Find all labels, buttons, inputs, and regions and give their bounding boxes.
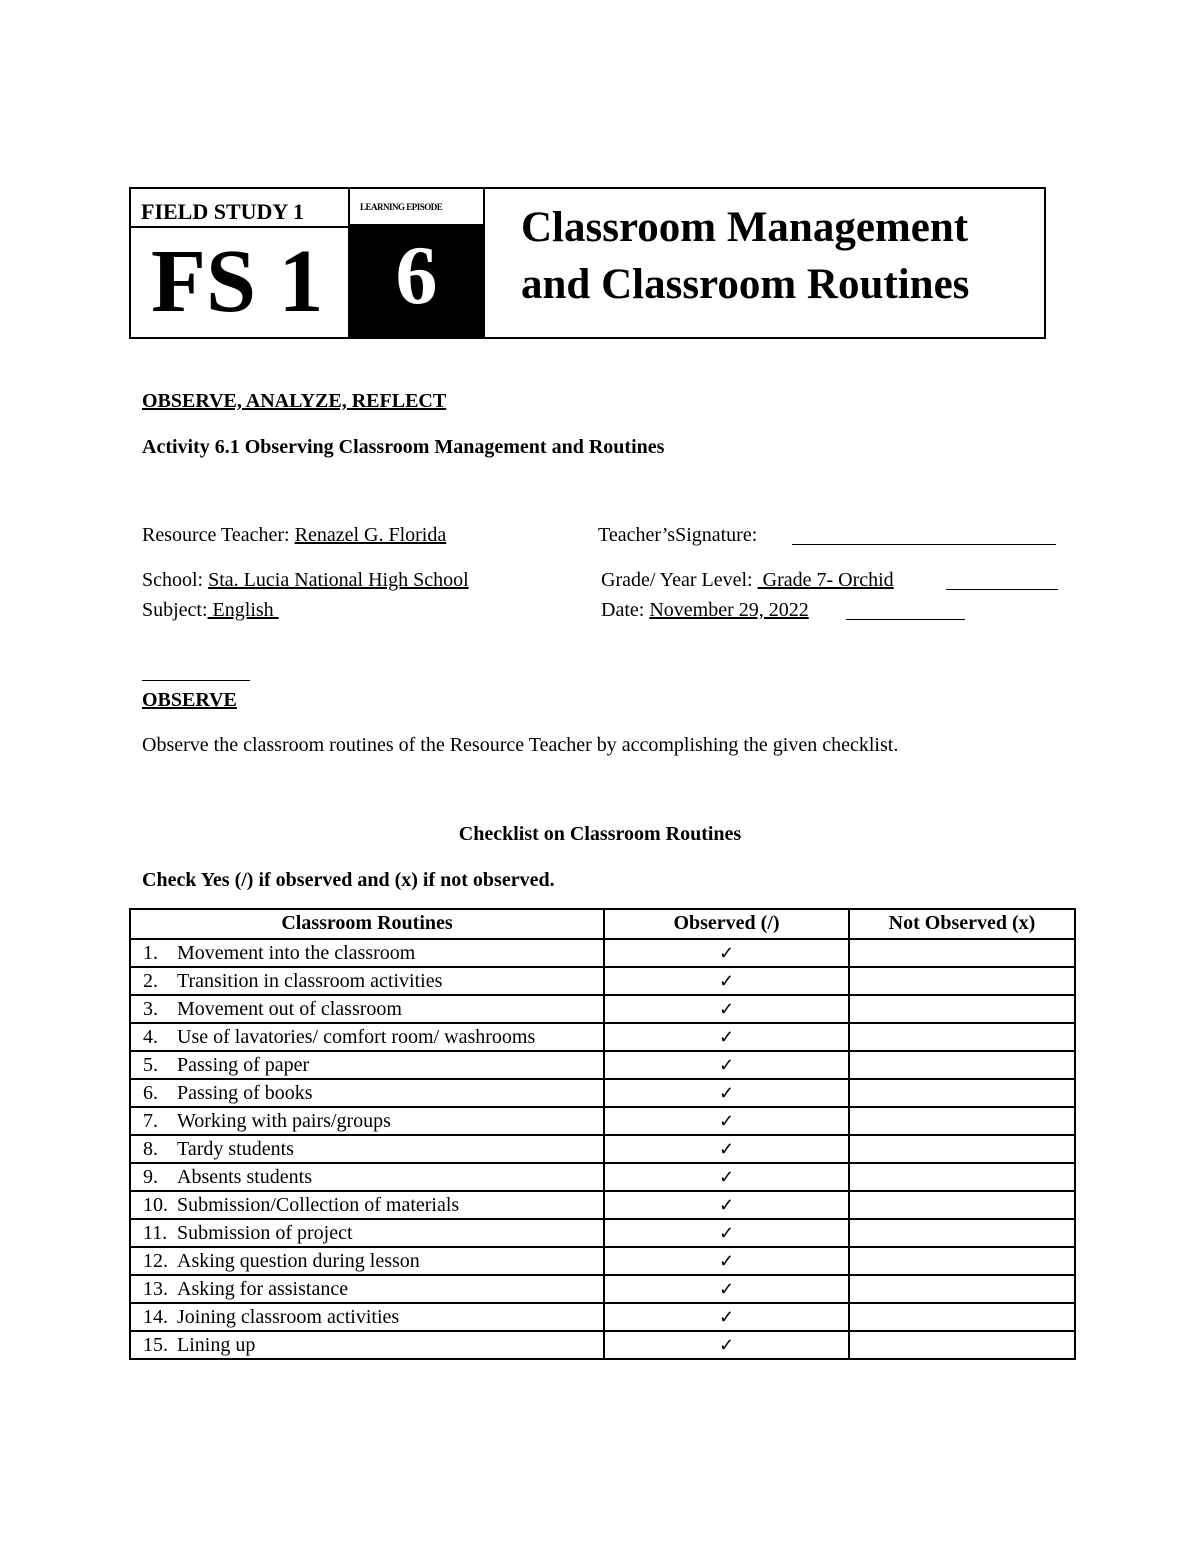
episode-number-box (350, 226, 483, 337)
table-row (130, 1051, 1075, 1079)
course-label: FIELD STUDY 1 (141, 199, 304, 224)
checkmark-icon: ✓ (718, 1335, 735, 1355)
checkmark-icon: ✓ (718, 1139, 735, 1159)
observed-cell (604, 1331, 849, 1359)
episode-label: LEARNING EPISODE (360, 202, 443, 212)
routine-label: Working with pairs/groups (177, 1110, 391, 1132)
checkmark-icon: ✓ (718, 1195, 735, 1215)
observed-cell (604, 1051, 849, 1079)
checkmark-icon: ✓ (718, 1027, 735, 1047)
not-observed-cell (849, 967, 1075, 995)
grade-label: Grade/ Year Level: (601, 569, 758, 591)
table-row (130, 1303, 1075, 1331)
table-row (130, 1247, 1075, 1275)
routine-label: Asking for assistance (177, 1278, 349, 1300)
checkmark-icon: ✓ (718, 1083, 735, 1103)
routine-cell (130, 939, 604, 967)
routine-label: Movement into the classroom (177, 942, 416, 964)
signature-blank (792, 544, 1056, 545)
not-observed-cell (849, 1191, 1075, 1219)
observed-cell (604, 1163, 849, 1191)
date-label: Date: (601, 599, 650, 621)
routine-cell (130, 1079, 604, 1107)
routine-number: 1. (143, 942, 158, 964)
table-row (130, 939, 1075, 967)
routine-cell (130, 1135, 604, 1163)
observed-cell (604, 1191, 849, 1219)
routine-label: Submission of project (177, 1222, 353, 1244)
routine-cell (130, 967, 604, 995)
routine-cell (130, 1331, 604, 1359)
routine-label: Transition in classroom activities (177, 970, 443, 992)
table-row (130, 1331, 1075, 1359)
title-line-2: and Classroom Routines (521, 261, 970, 308)
routine-number: 13. (143, 1278, 168, 1300)
resource-teacher-value: Renazel G. Florida (294, 524, 447, 546)
table-row (130, 1079, 1075, 1107)
not-observed-cell (849, 1051, 1075, 1079)
not-observed-cell (849, 995, 1075, 1023)
not-observed-cell (849, 939, 1075, 967)
routine-number: 14. (143, 1306, 168, 1328)
routine-label: Asking question during lesson (177, 1250, 420, 1272)
not-observed-cell (849, 1331, 1075, 1359)
routine-label: Absents students (177, 1166, 312, 1188)
not-observed-cell (849, 1303, 1075, 1331)
checklist-title: Checklist on Classroom Routines (458, 823, 742, 845)
routine-label: Tardy students (177, 1138, 294, 1160)
episode-cell (350, 189, 485, 337)
routine-cell (130, 995, 604, 1023)
episode-label-box (350, 189, 483, 226)
routine-cell (130, 1219, 604, 1247)
observe-instruction: Observe the classroom routines of the Resource Teacher by accomplishing the given checklist. (142, 734, 899, 756)
not-observed-cell (849, 1247, 1075, 1275)
table-row (130, 1219, 1075, 1247)
observed-cell (604, 1247, 849, 1275)
school-value: Sta. Lucia National High School (208, 569, 469, 591)
routine-number: 7. (143, 1110, 158, 1132)
school-line (142, 568, 469, 592)
routine-cell (130, 1163, 604, 1191)
activity-title: Activity 6.1 Observing Classroom Management and Routines (142, 436, 665, 458)
observe-rule (142, 680, 250, 681)
routine-cell (130, 1191, 604, 1219)
routine-label: Passing of books (177, 1082, 313, 1104)
resource-teacher-label: Resource Teacher: (142, 524, 295, 546)
observed-cell (604, 1275, 849, 1303)
routine-number: 9. (143, 1166, 158, 1188)
table-header-row (130, 909, 1075, 939)
checkmark-icon: ✓ (718, 1111, 735, 1131)
date-line (601, 598, 809, 622)
observed-cell (604, 1219, 849, 1247)
grade-blank (946, 589, 1058, 590)
title-line-1: Classroom Management (521, 204, 969, 251)
not-observed-cell (849, 1275, 1075, 1303)
routine-cell (130, 1303, 604, 1331)
checkmark-icon: ✓ (718, 943, 735, 963)
grade-line (601, 568, 894, 592)
routine-cell (130, 1051, 604, 1079)
routine-number: 2. (143, 970, 158, 992)
subject-line (142, 598, 279, 622)
observed-cell (604, 1023, 849, 1051)
observed-cell (604, 1135, 849, 1163)
table-row (130, 1163, 1075, 1191)
routine-number: 6. (143, 1082, 158, 1104)
subject-value: English (207, 599, 279, 621)
not-observed-cell (849, 1023, 1075, 1051)
resource-teacher-line (142, 523, 446, 547)
observed-cell (604, 1079, 849, 1107)
signature-line (598, 523, 762, 547)
date-value: November 29, 2022 (649, 599, 809, 621)
col-header-routines: Classroom Routines (130, 909, 604, 939)
grade-value: Grade 7- Orchid (757, 569, 894, 591)
routine-number: 11. (143, 1222, 168, 1244)
table-row (130, 1023, 1075, 1051)
checkmark-icon: ✓ (718, 1055, 735, 1075)
routine-cell (130, 1275, 604, 1303)
not-observed-cell (849, 1219, 1075, 1247)
course-cell (131, 189, 350, 337)
routine-number: 5. (143, 1054, 158, 1076)
observed-cell (604, 939, 849, 967)
date-blank (846, 619, 965, 620)
school-label: School: (142, 569, 209, 591)
not-observed-cell (849, 1079, 1075, 1107)
routine-number: 4. (143, 1026, 158, 1048)
checkmark-icon: ✓ (718, 1279, 735, 1299)
course-code: FS 1 (151, 232, 324, 331)
table-row (130, 1135, 1075, 1163)
checkmark-icon: ✓ (718, 1251, 735, 1271)
checklist-instruction: Check Yes (/) if observed and (x) if not observed. (142, 869, 555, 891)
routine-cell (130, 1247, 604, 1275)
observed-cell (604, 967, 849, 995)
subject-label: Subject: (142, 599, 208, 621)
observed-cell (604, 1303, 849, 1331)
routine-number: 12. (143, 1250, 168, 1272)
page-title (521, 199, 969, 313)
checkmark-icon: ✓ (718, 999, 735, 1019)
section-heading: OBSERVE, ANALYZE, REFLECT (142, 390, 447, 412)
observe-heading: OBSERVE (142, 689, 237, 711)
routine-label: Passing of paper (177, 1054, 310, 1076)
routine-number: 10. (143, 1194, 168, 1216)
course-divider (131, 226, 348, 228)
routine-label: Joining classroom activities (177, 1306, 400, 1328)
routine-cell (130, 1107, 604, 1135)
checkmark-icon: ✓ (718, 971, 735, 991)
not-observed-cell (849, 1163, 1075, 1191)
routine-number: 15. (143, 1334, 168, 1356)
routine-label: Use of lavatories/ comfort room/ washrooms (177, 1026, 536, 1048)
not-observed-cell (849, 1107, 1075, 1135)
table-row (130, 967, 1075, 995)
col-header-observed: Observed (/) (604, 909, 849, 939)
routine-label: Lining up (177, 1334, 256, 1356)
routine-label: Submission/Collection of materials (177, 1194, 460, 1216)
not-observed-cell (849, 1135, 1075, 1163)
observed-cell (604, 995, 849, 1023)
table-row (130, 1107, 1075, 1135)
checkmark-icon: ✓ (718, 1223, 735, 1243)
observed-cell (604, 1107, 849, 1135)
checkmark-icon: ✓ (718, 1307, 735, 1327)
table-row (130, 1275, 1075, 1303)
routines-table (129, 908, 1076, 1360)
routine-number: 8. (143, 1138, 158, 1160)
signature-label: Teacher’sSignature: (598, 524, 763, 546)
table-row (130, 995, 1075, 1023)
table-row (130, 1191, 1075, 1219)
checkmark-icon: ✓ (718, 1167, 735, 1187)
routine-cell (130, 1023, 604, 1051)
episode-number: 6 (395, 229, 438, 322)
header-box (129, 187, 1046, 339)
routine-number: 3. (143, 998, 158, 1020)
col-header-not-observed: Not Observed (x) (849, 909, 1075, 939)
routines-body (130, 939, 1075, 1359)
routine-label: Movement out of classroom (177, 998, 402, 1020)
